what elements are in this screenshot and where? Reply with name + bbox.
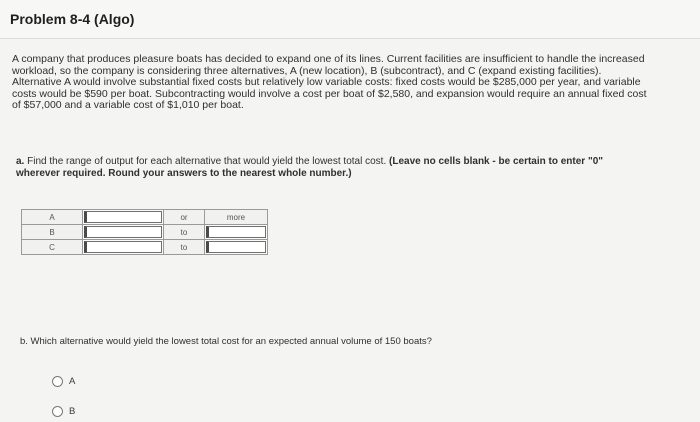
row-c-start-input[interactable] — [84, 241, 162, 253]
part-a-label: a. — [16, 156, 25, 167]
problem-header — [0, 0, 700, 39]
part-a-prompt — [16, 156, 636, 179]
row-c-end-input[interactable] — [206, 241, 266, 253]
row-label-c: C — [22, 240, 83, 255]
radio-b-icon[interactable] — [52, 406, 63, 417]
row-b-start-cell — [83, 225, 164, 240]
row-c-end-cell — [205, 240, 268, 255]
row-b-end-cell — [205, 225, 268, 240]
problem-paragraph-1: A company that produces pleasure boats has decided to expand one of its lines. Current facilities are insufficient to handle the increased workload, so the company is considering three alternatives, A (new location), B (subcontract), and C (expand existing facilities). — [12, 53, 645, 77]
row-b-end-input[interactable] — [206, 226, 266, 238]
option-b[interactable] — [52, 406, 75, 417]
radio-a-icon[interactable] — [52, 376, 63, 387]
option-a[interactable] — [52, 376, 75, 387]
option-a-label: A — [69, 376, 76, 387]
part-b-prompt: b. Which alternative would yield the lowest total cost for an expected annual volume of 150 boats? — [20, 336, 432, 347]
problem-paragraph-2: Alternative A would involve substantial fixed costs but relatively low variable costs: fixed costs would be $285,000 per year, and variable costs would be $590 per boat. Subcontracting would involve a cost per boat of $2,580, and expansion would require an annual fixed cost of $57,000 and a variable cost of $1,010 per boat. — [12, 76, 647, 112]
row-a-connector: or — [164, 210, 205, 225]
row-c-start-cell — [83, 240, 164, 255]
table-row-a — [22, 210, 268, 225]
row-c-connector: to — [164, 240, 205, 255]
part-a-text: Find the range of output for each alternative that would yield the lowest total cost. — [27, 156, 387, 167]
row-b-start-input[interactable] — [84, 226, 162, 238]
problem-statement — [12, 54, 652, 112]
row-a-end: more — [205, 210, 268, 225]
option-b-label: B — [69, 406, 76, 417]
row-a-start-input[interactable] — [84, 211, 162, 223]
table-row-b — [22, 225, 268, 240]
problem-title: Problem 8-4 (Algo) — [10, 11, 135, 27]
part-a-instruction: (Leave no cells blank - be certain to enter "0" wherever required. Round your answers to the nearest whole number.) — [16, 156, 604, 179]
row-a-start-cell — [83, 210, 164, 225]
row-label-b: B — [22, 225, 83, 240]
row-label-a: A — [22, 210, 83, 225]
row-b-connector: to — [164, 225, 205, 240]
range-answer-table — [21, 209, 268, 255]
table-row-c — [22, 240, 268, 255]
